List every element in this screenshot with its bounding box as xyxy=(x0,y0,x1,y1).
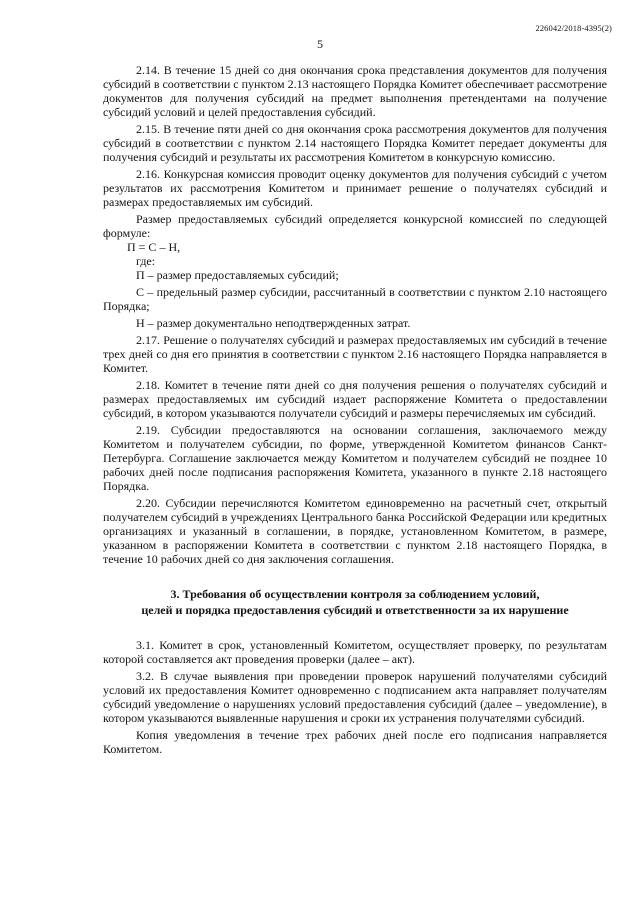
document-body xyxy=(103,63,607,756)
definition-p: П – размер предоставляемых субсидий; xyxy=(136,268,339,282)
where-label: где: xyxy=(136,254,156,268)
paragraph-2-18: 2.18. Комитет в течение пяти дней со дня получения решения о получателях субсидий и размерах предоставляемых им субсидий издает распоряжение Комитета о предоставлении субсидий, в котором указываются получатели субсидий и размеры перечисляемых им субсидий. xyxy=(103,378,607,420)
section-3-title-line-1: 3. Требования об осуществлении контроля за соблюдением условий, xyxy=(170,587,540,601)
document-number: 226042/2018-4395(2) xyxy=(535,23,612,33)
paragraph-subsidy-size: Размер предоставляемых субсидий определяется конкурсной комиссией по следующей формуле: xyxy=(103,212,607,240)
definition-c: С – предельный размер субсидии, рассчитанный в соответствии с пунктом 2.10 настоящего Порядка; xyxy=(103,285,607,313)
section-3-heading xyxy=(103,586,607,618)
paragraph-2-14: 2.14. В течение 15 дней со дня окончания срока представления документов для получения субсидий в соответствии с пунктом 2.13 настоящего Порядка Комитет обеспечивает рассмотрение документов для получения субсидий на предмет выполнения претендентами на получение субсидий условий и целей предоставления субсидий. xyxy=(103,63,607,119)
formula: П = С – Н, xyxy=(127,240,181,254)
paragraph-2-20: 2.20. Субсидии перечисляются Комитетом единовременно на расчетный счет, открытый получателем субсидий в учреждениях Центрального банка Российской Федерации или кредитных организациях и указанный в соглашении, в порядке, установленном Комитетом, в размере, указанном в распоряжении Комитета в соответствии с пунктом 2.18 настоящего Порядка, в течение 10 рабочих дней со дня заключения соглашения. xyxy=(103,496,607,566)
page-number: 5 xyxy=(317,37,323,51)
paragraph-3-2: 3.2. В случае выявления при проведении проверок нарушений получателями субсидий условий их предоставления Комитет одновременно с подписанием акта направляет получателям субсидий уведомление о нарушениях условий предоставления субсидий (далее – уведомление), в котором указываются выявленные нарушения и сроки их устранения получателями субсидий. xyxy=(103,669,607,725)
definition-n: Н – размер документально неподтвержденных затрат. xyxy=(136,316,411,330)
section-3-title-line-2: целей и порядка предоставления субсидий и ответственности за их нарушение xyxy=(141,603,569,617)
paragraph-3-1: 3.1. Комитет в срок, установленный Комитетом, осуществляет проверку, по результатам которой составляется акт проведения проверки (далее – акт). xyxy=(103,638,607,666)
paragraph-2-15: 2.15. В течение пяти дней со дня окончания срока рассмотрения документов для получения субсидий в соответствии с пунктом 2.14 настоящего Порядка Комитет передает документы для получения субсидий и результаты их рассмотрения Комитетом в конкурсную комиссию. xyxy=(103,122,607,164)
paragraph-2-19: 2.19. Субсидии предоставляются на основании соглашения, заключаемого между Комитетом и получателем субсидии, по форме, утвержденной Комитетом финансов Санкт-Петербурга. Соглашение заключается между Комитетом и получателем субсидий не позднее 10 рабочих дней после подписания распоряжения Комитета, указанного в пункте 2.18 настоящего Порядка. xyxy=(103,423,607,493)
paragraph-copy-notice: Копия уведомления в течение трех рабочих дней после его подписания направляется Комитетом. xyxy=(103,728,607,756)
paragraph-2-16: 2.16. Конкурсная комиссия проводит оценку документов для получения субсидий с учетом результатов их рассмотрения Комитетом и принимает решение о получателях субсидий и размерах предоставляемых им субсидий. xyxy=(103,167,607,209)
paragraph-2-17: 2.17. Решение о получателях субсидий и размерах предоставляемых им субсидий в течение трех дней со дня его принятия в соответствии с пунктом 2.16 настоящего Порядка направляется в Комитет. xyxy=(103,333,607,375)
